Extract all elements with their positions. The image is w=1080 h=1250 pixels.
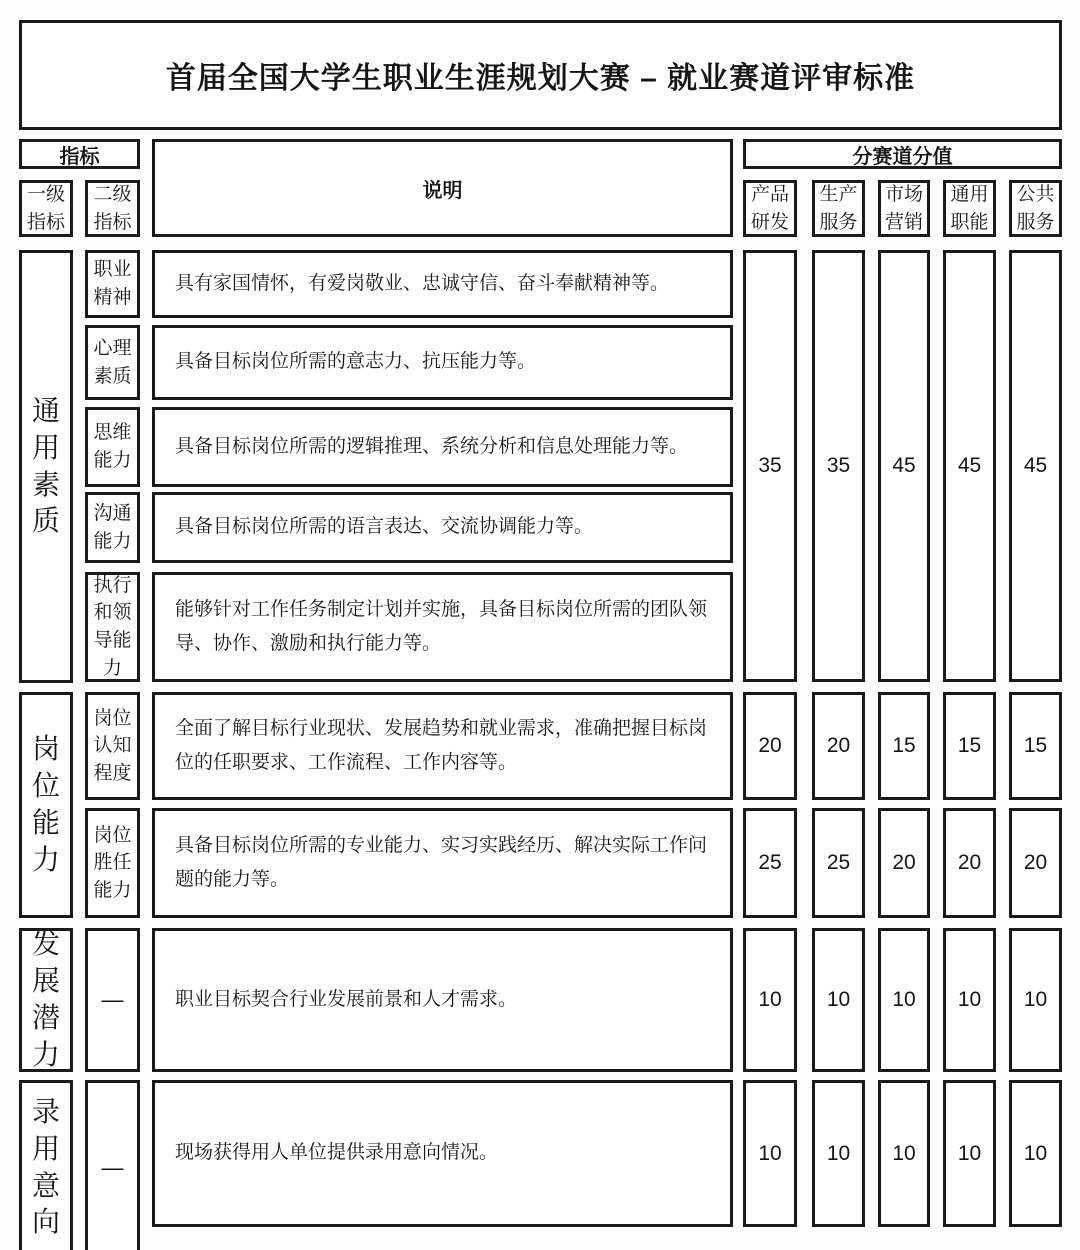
header-level1-indicator xyxy=(19,180,73,237)
level2-cell-position-competence xyxy=(85,808,140,918)
score-cell: 35 xyxy=(812,250,865,682)
section-label-employment-intention xyxy=(19,1080,73,1250)
level2-text: 职业精神 xyxy=(93,259,132,308)
level2-text: 岗位胜任能力 xyxy=(93,824,132,901)
description-cell: 具备目标岗位所需的专业能力、实习实践经历、解决实际工作问题的能力等。 xyxy=(152,808,733,918)
section-label-text: 通用素质 xyxy=(31,394,60,537)
level2-text: 心理素质 xyxy=(93,337,132,387)
score-cell: 35 xyxy=(743,250,797,682)
section-label-text: 发展潜力 xyxy=(31,928,60,1070)
header-level2-indicator xyxy=(85,180,140,237)
level2-cell-psychological-quality xyxy=(85,325,140,400)
score-cell: 10 xyxy=(812,928,865,1072)
score-cell: 10 xyxy=(943,928,996,1072)
track-header-text: 通用职能 xyxy=(950,183,989,233)
section-label-text: 岗位能力 xyxy=(31,733,60,875)
description-cell: 职业目标契合行业发展前景和人才需求。 xyxy=(152,928,733,1072)
track-header-production-service xyxy=(812,180,865,237)
header-level1-text: 一级指标 xyxy=(26,183,65,233)
score-cell: 10 xyxy=(878,1080,930,1227)
track-header-text: 公共服务 xyxy=(1016,183,1055,233)
description-cell: 现场获得用人单位提供录用意向情况。 xyxy=(152,1080,733,1227)
track-header-text: 生产服务 xyxy=(819,183,858,233)
level2-text: 执行和领导能力 xyxy=(93,574,132,679)
score-cell: 20 xyxy=(878,808,930,918)
score-cell: 45 xyxy=(943,250,996,682)
score-cell: 10 xyxy=(878,928,930,1072)
score-cell: 20 xyxy=(812,692,865,800)
score-cell: 20 xyxy=(743,692,797,800)
score-cell: 10 xyxy=(1009,1080,1062,1227)
level2-text: 思维能力 xyxy=(93,422,132,471)
level2-cell-execution-leadership xyxy=(85,572,140,682)
track-header-public-service xyxy=(1009,180,1062,237)
description-cell: 具备目标岗位所需的语言表达、交流协调能力等。 xyxy=(152,492,733,563)
section-label-text: 录用意向 xyxy=(31,1095,60,1238)
level2-cell-position-cognition xyxy=(85,692,140,800)
score-cell: 10 xyxy=(743,1080,797,1227)
level2-cell-professional-spirit xyxy=(85,250,140,318)
section-label-development-potential xyxy=(19,928,73,1072)
track-header-marketing xyxy=(878,180,930,237)
page-title: 首届全国大学生职业生涯规划大赛 – 就业赛道评审标准 xyxy=(19,20,1062,130)
level2-cell-communication-ability xyxy=(85,492,140,563)
section-label-position-ability xyxy=(19,692,73,918)
score-cell: 10 xyxy=(812,1080,865,1227)
score-cell: 10 xyxy=(1009,928,1062,1072)
score-cell: 15 xyxy=(878,692,930,800)
description-cell: 具备目标岗位所需的意志力、抗压能力等。 xyxy=(152,325,733,400)
track-header-text: 市场营销 xyxy=(884,183,923,233)
score-cell: 25 xyxy=(812,808,865,918)
score-cell: 10 xyxy=(743,928,797,1072)
track-header-general-function xyxy=(943,180,996,237)
description-cell: 全面了解目标行业现状、发展趋势和就业需求，准确把握目标岗位的任职要求、工作流程、工作内容等。 xyxy=(152,692,733,800)
header-indicator: 指标 xyxy=(19,139,140,169)
section-label-general-quality xyxy=(19,250,73,683)
score-cell: 10 xyxy=(943,1080,996,1227)
header-description: 说明 xyxy=(152,139,733,237)
score-cell: 25 xyxy=(743,808,797,918)
level2-text: 沟通能力 xyxy=(93,502,132,552)
level2-cell-dash: — xyxy=(85,1080,140,1250)
score-cell: 45 xyxy=(1009,250,1062,682)
header-score-group: 分赛道分值 xyxy=(743,139,1062,169)
level2-cell-dash: — xyxy=(85,928,140,1072)
score-cell: 15 xyxy=(943,692,996,800)
level2-text: 岗位认知程度 xyxy=(93,707,132,784)
score-cell: 20 xyxy=(1009,808,1062,918)
description-cell: 能够针对工作任务制定计划并实施，具备目标岗位所需的团队领导、协作、激励和执行能力等。 xyxy=(152,572,733,682)
description-cell: 具备目标岗位所需的逻辑推理、系统分析和信息处理能力等。 xyxy=(152,407,733,487)
score-cell: 15 xyxy=(1009,692,1062,800)
description-cell: 具有家国情怀，有爱岗敬业、忠诚守信、奋斗奉献精神等。 xyxy=(152,250,733,318)
score-cell: 45 xyxy=(878,250,930,682)
track-header-product-rd xyxy=(743,180,797,237)
header-level2-text: 二级指标 xyxy=(93,183,132,233)
track-header-text: 产品研发 xyxy=(750,183,789,233)
score-cell: 20 xyxy=(943,808,996,918)
level2-cell-thinking-ability xyxy=(85,407,140,487)
